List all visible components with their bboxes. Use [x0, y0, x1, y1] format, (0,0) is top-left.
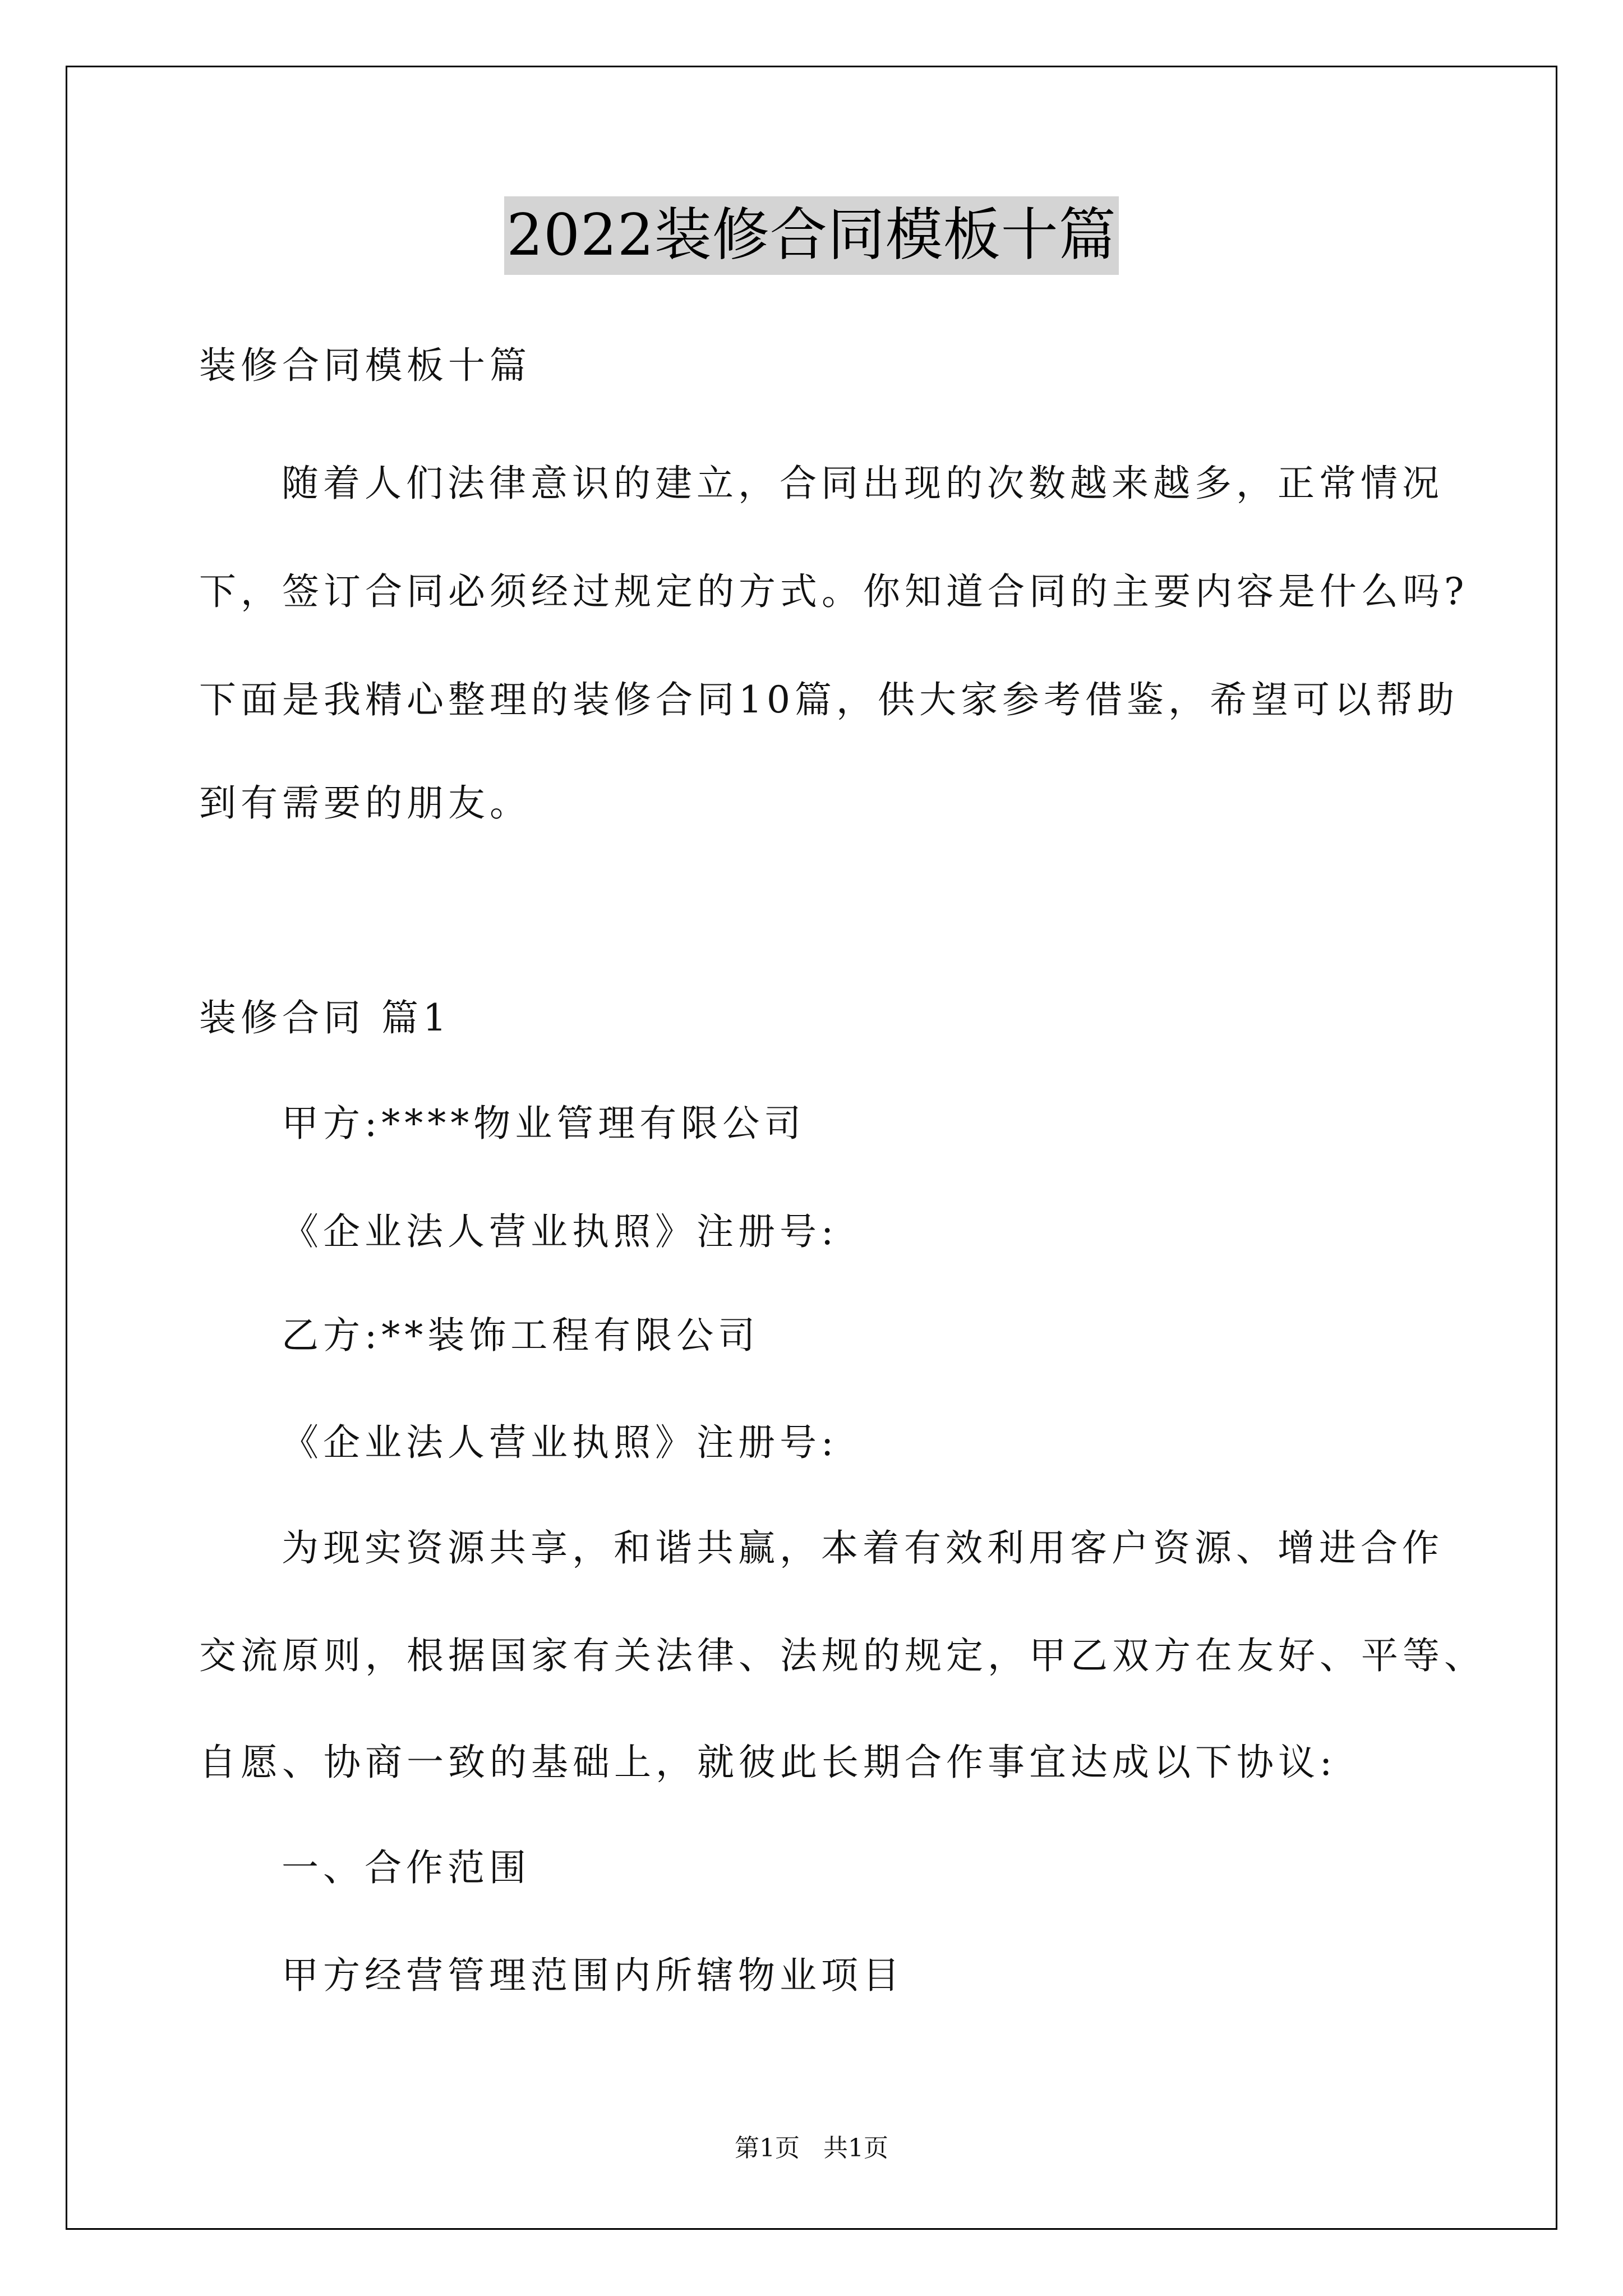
party-b-line: 乙方:**装饰工程有限公司 — [282, 1314, 760, 1357]
registration-line: 《企业法人营业执照》注册号: — [282, 1210, 838, 1253]
body-line: 下面是我精心整理的装修合同10篇，供大家参考借鉴，希望可以帮助 — [199, 678, 1459, 721]
subtitle-line: 装修合同模板十篇 — [199, 344, 531, 387]
body-line: 自愿、协商一致的基础上，就彼此长期合作事宜达成以下协议: — [199, 1741, 1337, 1784]
body-line: 到有需要的朋友。 — [199, 781, 531, 825]
body-line: 下，签订合同必须经过规定的方式。你知道合同的主要内容是什么吗? — [199, 570, 1469, 613]
party-a-line: 甲方:****物业管理有限公司 — [282, 1102, 806, 1145]
page-footer: 第1页 共1页 — [735, 2134, 888, 2162]
title-container — [0, 196, 1623, 275]
clause-heading: 一、合作范围 — [282, 1846, 531, 1889]
body-line: 交流原则，根据国家有关法律、法规的规定，甲乙双方在友好、平等、 — [199, 1634, 1486, 1677]
body-line: 随着人们法律意识的建立，合同出现的次数越来越多，正常情况 — [282, 462, 1444, 505]
document-title: 2022装修合同模板十篇 — [504, 196, 1119, 275]
body-line: 甲方经营管理范围内所辖物业项目 — [282, 1954, 904, 1997]
registration-line: 《企业法人营业执照》注册号: — [282, 1421, 838, 1464]
body-line: 为现实资源共享，和谐共赢，本着有效利用客户资源、增进合作 — [282, 1526, 1444, 1570]
section-heading: 装修合同 篇1 — [199, 996, 451, 1039]
